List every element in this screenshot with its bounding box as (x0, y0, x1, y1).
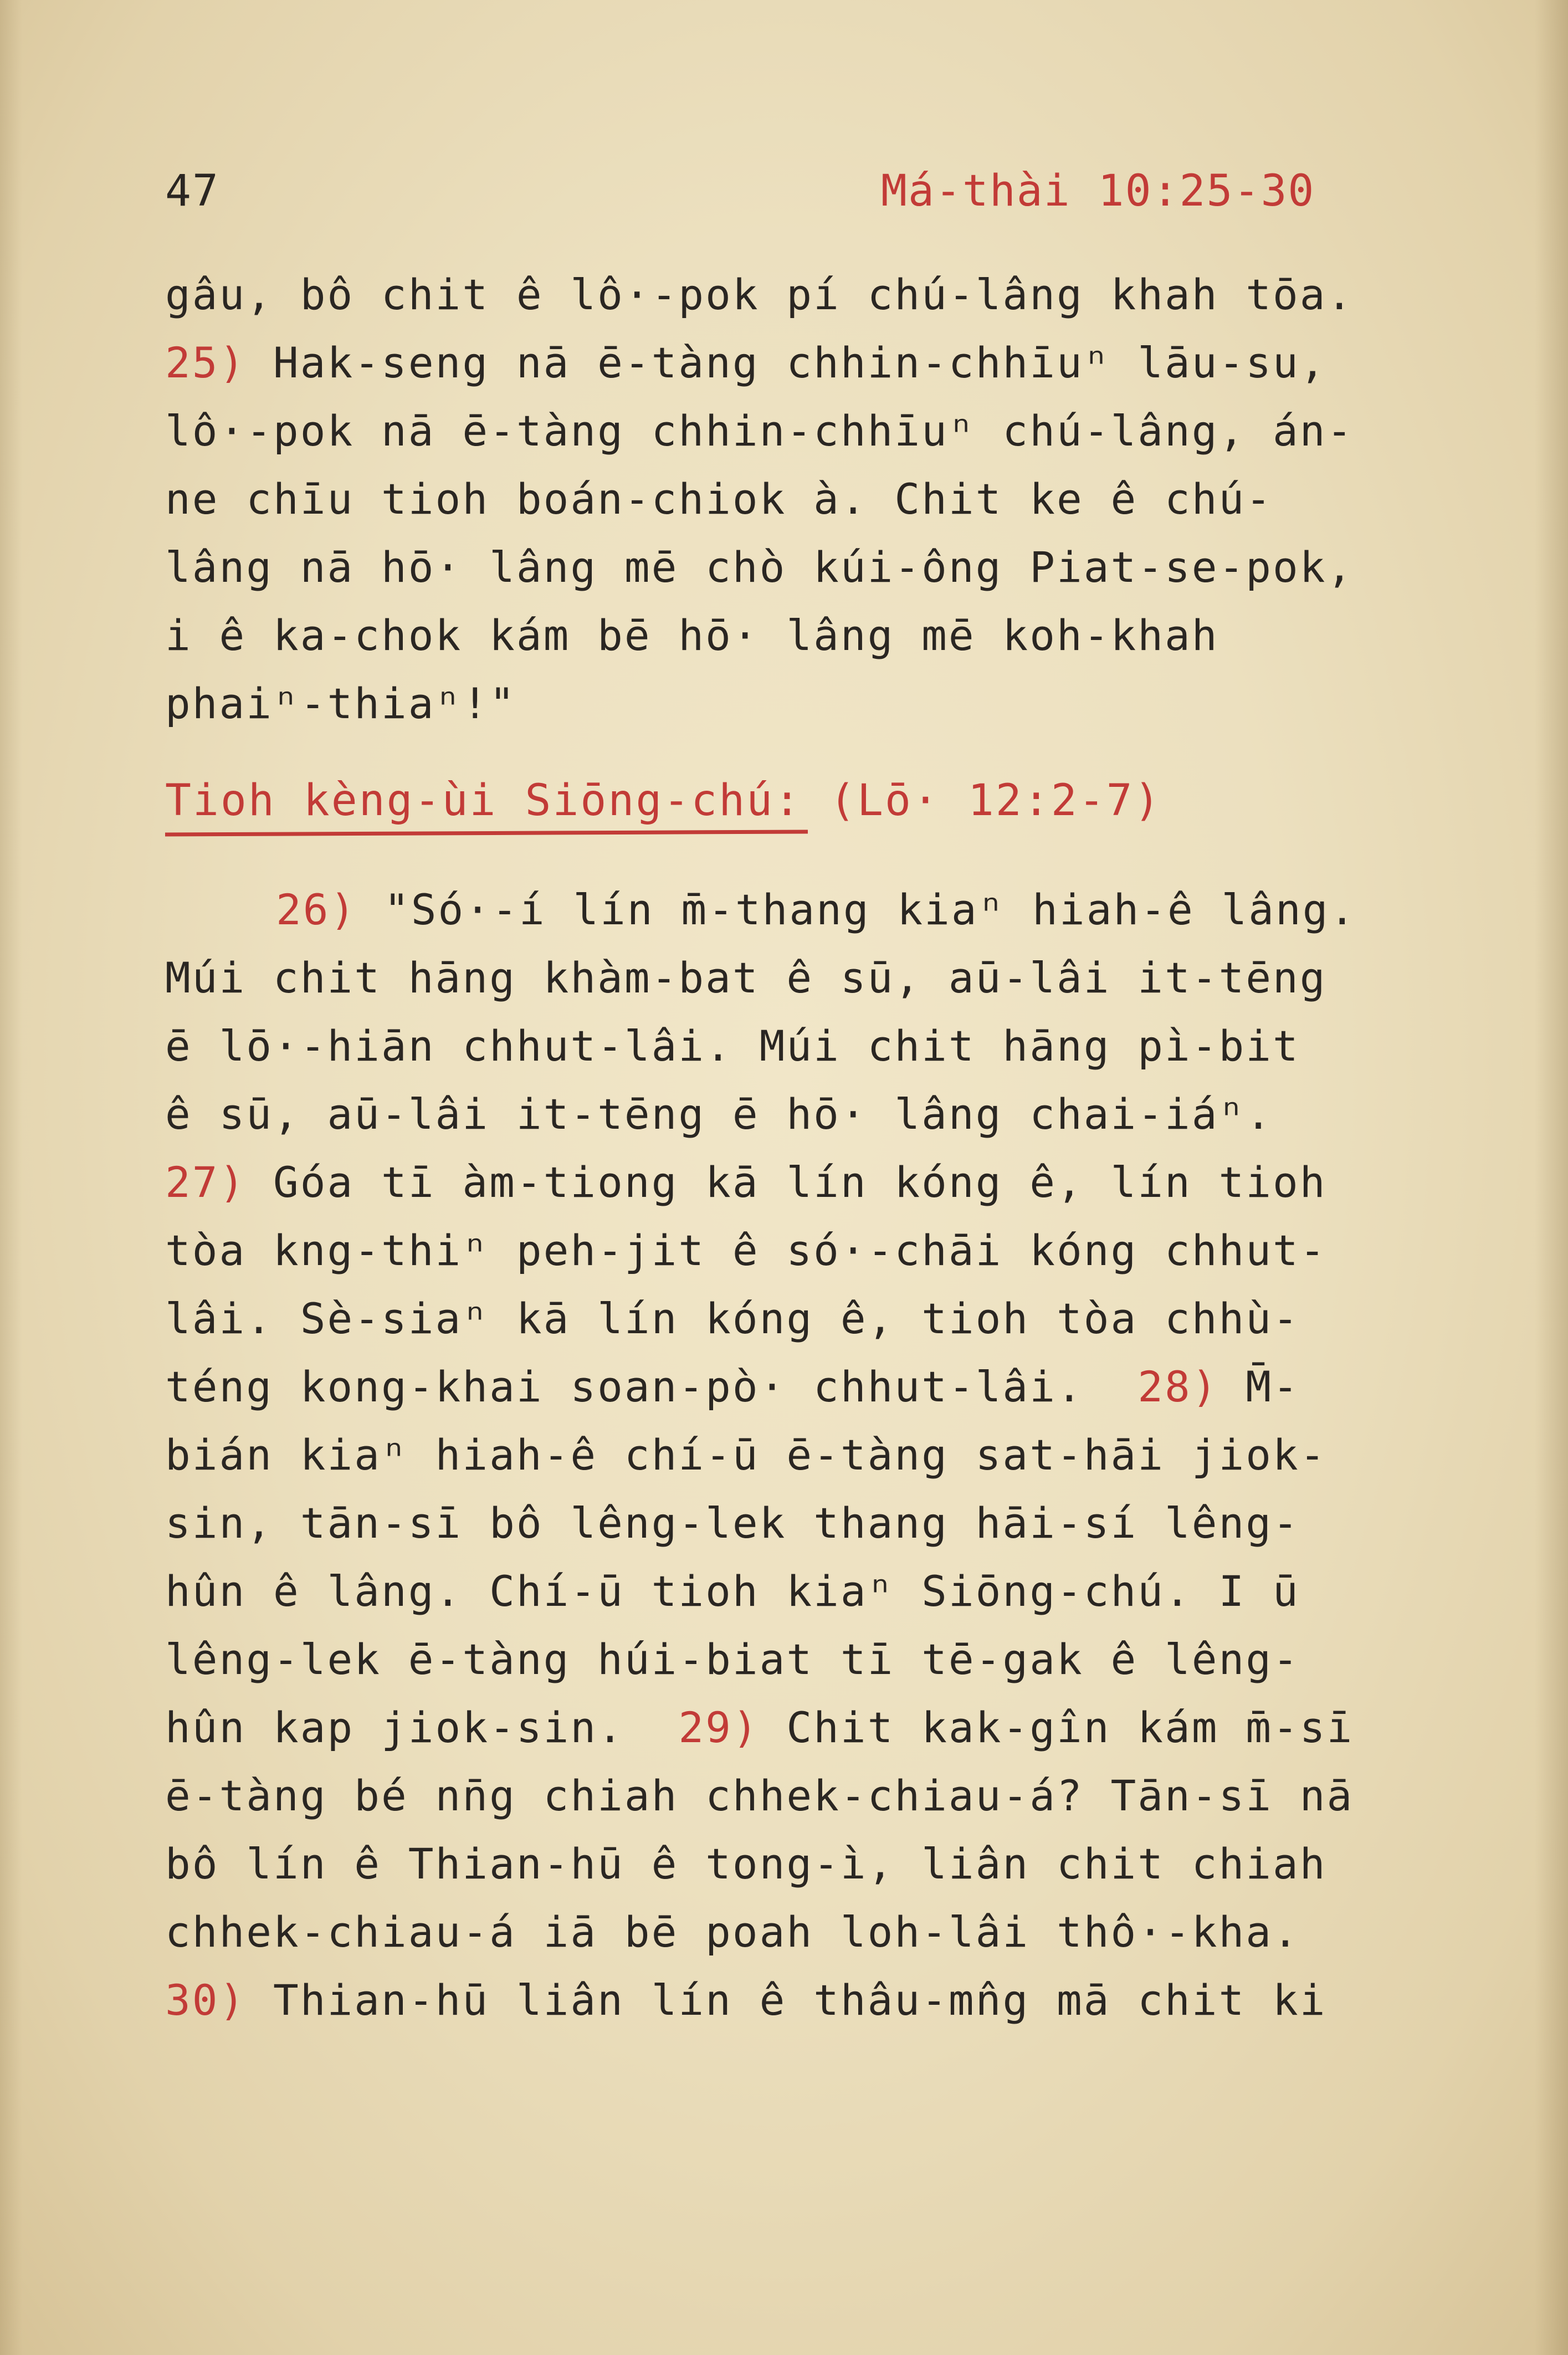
text-line (165, 1625, 1439, 1693)
line-text: lâng nā hō· lâng mē chò kúi-ông Piat-se-pok, (165, 542, 1354, 592)
text-line (165, 465, 1439, 533)
line-text: ê sū, aū-lâi it-tēng ē hō· lâng chai-iáⁿ. (165, 1089, 1273, 1139)
text-line (165, 1080, 1439, 1148)
section-heading: Tioh kèng-ùi Siōng-chú: (Lō· 12:2-7) (165, 776, 1162, 826)
line-text: phaiⁿ-thiaⁿ!" (165, 679, 516, 728)
text-line (165, 876, 1439, 944)
line-text: lâi. Sè-siaⁿ kā lín kóng ê, tioh tòa chhù- (165, 1294, 1300, 1343)
line-text: Góa tī àm-tiong kā lín kóng ê, lín tioh (246, 1158, 1327, 1207)
text-line (165, 533, 1439, 601)
text-line (165, 1762, 1439, 1830)
verse-number: 30) (165, 1975, 247, 2025)
line-text: Hak-seng nā ē-tàng chhin-chhīuⁿ lāu-su, (246, 338, 1327, 387)
text-line (165, 1693, 1439, 1762)
passage-1 (165, 260, 1439, 738)
text-line (165, 1830, 1439, 1898)
verse-number: 26) (276, 885, 357, 934)
line-text: ē lō·-hiān chhut-lâi. Múi chit hāng pì-bit (165, 1021, 1300, 1071)
text-line (165, 397, 1439, 465)
line-text: sin, tān-sī bô lêng-lek thang hāi-sí lêng- (165, 1498, 1300, 1548)
line-text: lêng-lek ē-tàng húi-biat tī tē-gak ê lêng- (165, 1635, 1300, 1684)
line-text: gâu, bô chit ê lô·-pok pí chú-lâng khah tōa. (165, 270, 1354, 319)
line-text: lô·-pok nā ē-tàng chhin-chhīuⁿ chú-lâng, án- (165, 406, 1354, 455)
text-line (165, 260, 1439, 329)
line-text: hûn ê lâng. Chí-ū tioh kiaⁿ Siōng-chú. I ū (165, 1566, 1300, 1616)
line-text: Thian-hū liân lín ê thâu-mn̂g mā chit ki (246, 1975, 1327, 2025)
page-gutter-shadow (0, 0, 22, 2355)
running-head: Má-thài 10:25-30 (881, 166, 1315, 216)
line-text: bô lín ê Thian-hū ê tong-ì, liân chit chiah (165, 1839, 1327, 1888)
text-line (165, 1557, 1439, 1625)
passage-2 (165, 876, 1439, 2034)
page-number: 47 (165, 166, 219, 216)
text-line (165, 669, 1439, 738)
verse-number: 28) (1137, 1362, 1219, 1411)
line-text: ē-tàng bé nn̄g chiah chhek-chiau-á? Tān-sī nā (165, 1771, 1354, 1820)
text-line (165, 1489, 1439, 1557)
line-text: tòa kng-thiⁿ peh-jit ê só·-chāi kóng chhut- (165, 1226, 1327, 1275)
section-heading-underline (165, 830, 808, 836)
text-line (165, 1353, 1439, 1421)
text-line (165, 944, 1439, 1012)
line-text-tail: Chit kak-gîn kám m̄-sī (759, 1703, 1354, 1752)
text-line (165, 1966, 1439, 2034)
line-text: hûn kap jiok-sin. (165, 1703, 679, 1752)
text-line (165, 601, 1439, 669)
line-text: bián kiaⁿ hiah-ê chí-ū ē-tàng sat-hāi jiok- (165, 1430, 1327, 1479)
text-line (165, 1898, 1439, 1966)
line-text: téng kong-khai soan-pò· chhut-lâi. (165, 1362, 1138, 1411)
verse-number: 25) (165, 338, 247, 387)
line-text: "Só·-í lín m̄-thang kiaⁿ hiah-ê lâng. (357, 885, 1357, 934)
text-line (165, 1284, 1439, 1353)
text-line (165, 1421, 1439, 1489)
line-text: i ê ka-chok kám bē hō· lâng mē koh-khah (165, 611, 1219, 660)
line-text: chhek-chiau-á iā bē poah loh-lâi thô·-kha. (165, 1907, 1300, 1957)
page-edge-shadow (1535, 0, 1568, 2355)
verse-number: 27) (165, 1158, 247, 1207)
line-text: ne chīu tioh boán-chiok à. Chit ke ê chú- (165, 474, 1273, 524)
line-text-tail: M̄- (1218, 1362, 1300, 1411)
text-line (165, 1012, 1439, 1080)
verse-number: 29) (678, 1703, 760, 1752)
line-text: Múi chit hāng khàm-bat ê sū, aū-lâi it-tēng (165, 953, 1327, 1002)
text-line (165, 1216, 1439, 1284)
text-line (165, 329, 1439, 397)
text-line (165, 1148, 1439, 1216)
